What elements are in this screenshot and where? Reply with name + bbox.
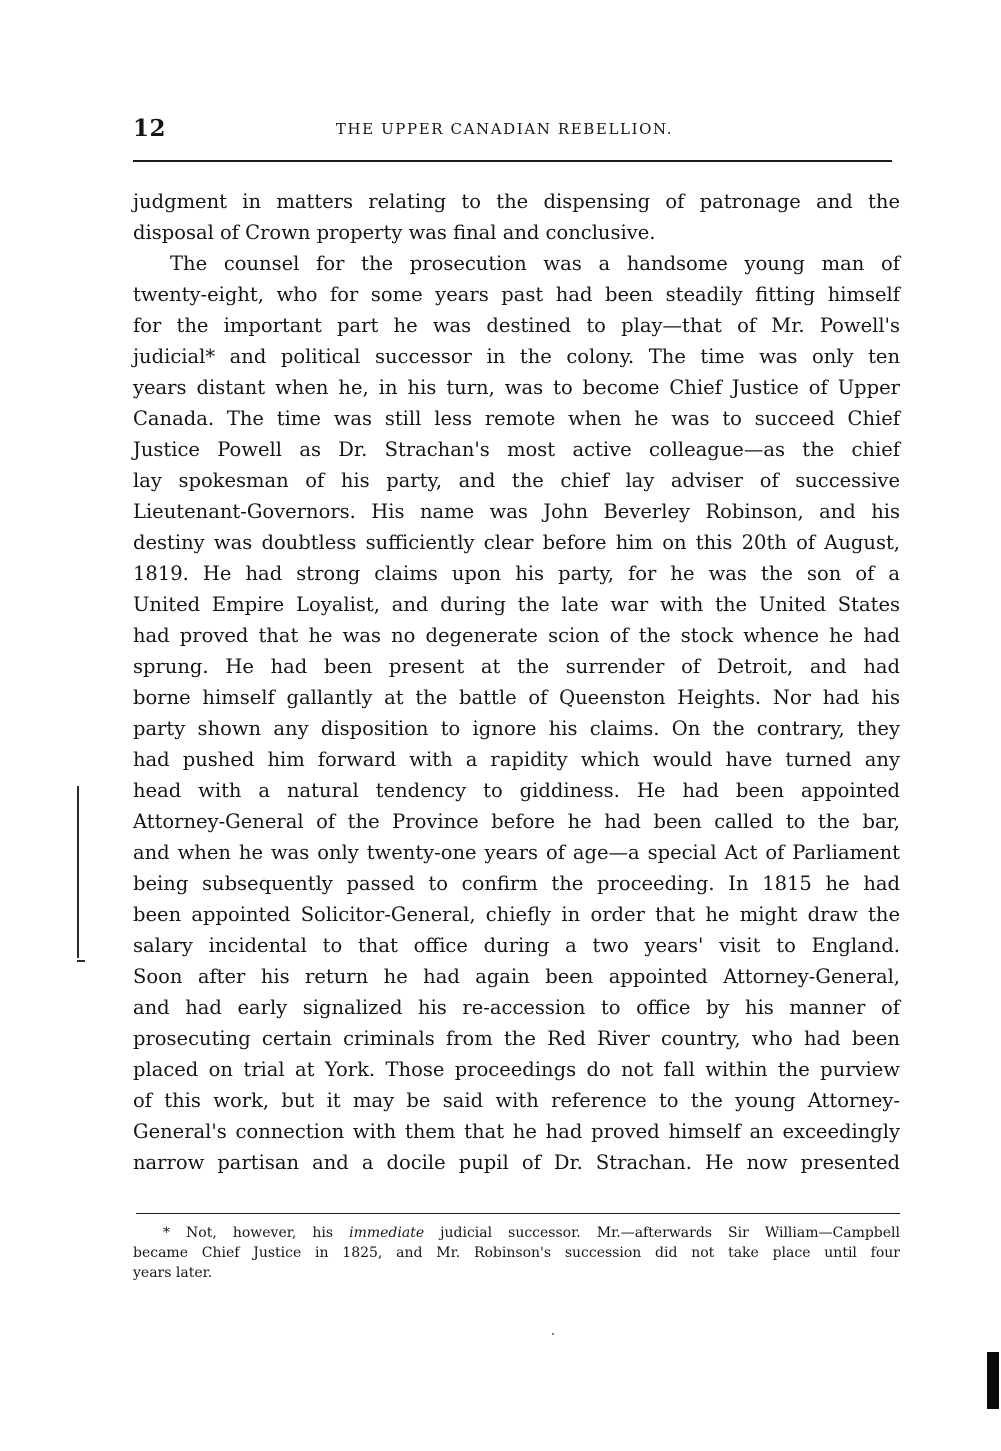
- body-line: judicial* and political successor in the colony. The time was only ten: [133, 345, 900, 368]
- header-rule: [133, 160, 892, 162]
- body-line: Canada. The time was still less remote when he was to succeed Chief: [133, 407, 900, 430]
- footnote-text: * Not, however, his: [163, 1225, 350, 1241]
- page-number: 12: [133, 115, 167, 142]
- body-line: of this work, but it may be said with reference to the young Attorney-: [133, 1089, 900, 1112]
- scan-speck: [552, 1333, 554, 1335]
- margin-mark: [77, 786, 83, 958]
- body-line: head with a natural tendency to giddiness. He had been appointed: [133, 779, 900, 802]
- body-line: had pushed him forward with a rapidity which would have turned any: [133, 748, 900, 771]
- footnote-line: [133, 1223, 900, 1243]
- body-line: years distant when he, in his turn, was to become Chief Justice of Upper: [133, 376, 900, 399]
- body-line: and when he was only twenty-one years of age—a special Act of Parliament: [133, 841, 900, 864]
- body-line: salary incidental to that office during a two years' visit to England.: [133, 934, 900, 957]
- body-line: twenty-eight, who for some years past had been steadily fitting himself: [133, 283, 900, 306]
- body-line: for the important part he was destined to play—that of Mr. Powell's: [133, 314, 900, 337]
- footnote: [133, 1223, 900, 1283]
- footnote-line: years later.: [133, 1265, 213, 1281]
- footnote-emphasis: immediate: [349, 1225, 425, 1241]
- body-line: and had early signalized his re-accession to office by his manner of: [133, 996, 900, 1019]
- body-line: had proved that he was no degenerate scion of the stock whence he had: [133, 624, 900, 647]
- body-line: General's connection with them that he had proved himself an exceedingly: [133, 1120, 900, 1143]
- body-line: been appointed Solicitor-General, chiefly in order that he might draw the: [133, 903, 900, 926]
- body-line: judgment in matters relating to the dispensing of patronage and the: [133, 190, 900, 213]
- body-line: disposal of Crown property was final and conclusive.: [133, 221, 656, 244]
- footnote-text: judicial successor. Mr.—afterwards Sir William—Campbell: [424, 1225, 901, 1241]
- body-line: Lieutenant-Governors. His name was John Beverley Robinson, and his: [133, 500, 900, 523]
- body-line: 1819. He had strong claims upon his party, for he was the son of a: [133, 562, 900, 585]
- body-line: being subsequently passed to confirm the proceeding. In 1815 he had: [133, 872, 900, 895]
- body-line: destiny was doubtless sufficiently clear before him on this 20th of August,: [133, 531, 900, 554]
- body-line: placed on trial at York. Those proceedings do not fall within the purview: [133, 1058, 900, 1081]
- running-head: THE UPPER CANADIAN REBELLION.: [335, 120, 674, 138]
- footnote-rule: [136, 1213, 900, 1214]
- body-line: Attorney-General of the Province before he had been called to the bar,: [133, 810, 900, 833]
- body-line: Soon after his return he had again been appointed Attorney-General,: [133, 965, 900, 988]
- body-line: lay spokesman of his party, and the chief lay adviser of successive: [133, 469, 900, 492]
- body-line: sprung. He had been present at the surrender of Detroit, and had: [133, 655, 900, 678]
- body-line: The counsel for the prosecution was a handsome young man of: [170, 252, 900, 275]
- body-text: [133, 186, 900, 1178]
- body-line: borne himself gallantly at the battle of Queenston Heights. Nor had his: [133, 686, 900, 709]
- body-line: party shown any disposition to ignore his claims. On the contrary, they: [133, 717, 900, 740]
- body-line: Justice Powell as Dr. Strachan's most active colleague—as the chief: [133, 438, 900, 461]
- footnote-line: became Chief Justice in 1825, and Mr. Robinson's succession did not take place until four: [133, 1245, 900, 1261]
- scan-edge-mark: [987, 1352, 999, 1409]
- body-line: United Empire Loyalist, and during the late war with the United States: [133, 593, 900, 616]
- body-line: narrow partisan and a docile pupil of Dr. Strachan. He now presented: [133, 1151, 900, 1174]
- body-line: prosecuting certain criminals from the Red River country, who had been: [133, 1027, 900, 1050]
